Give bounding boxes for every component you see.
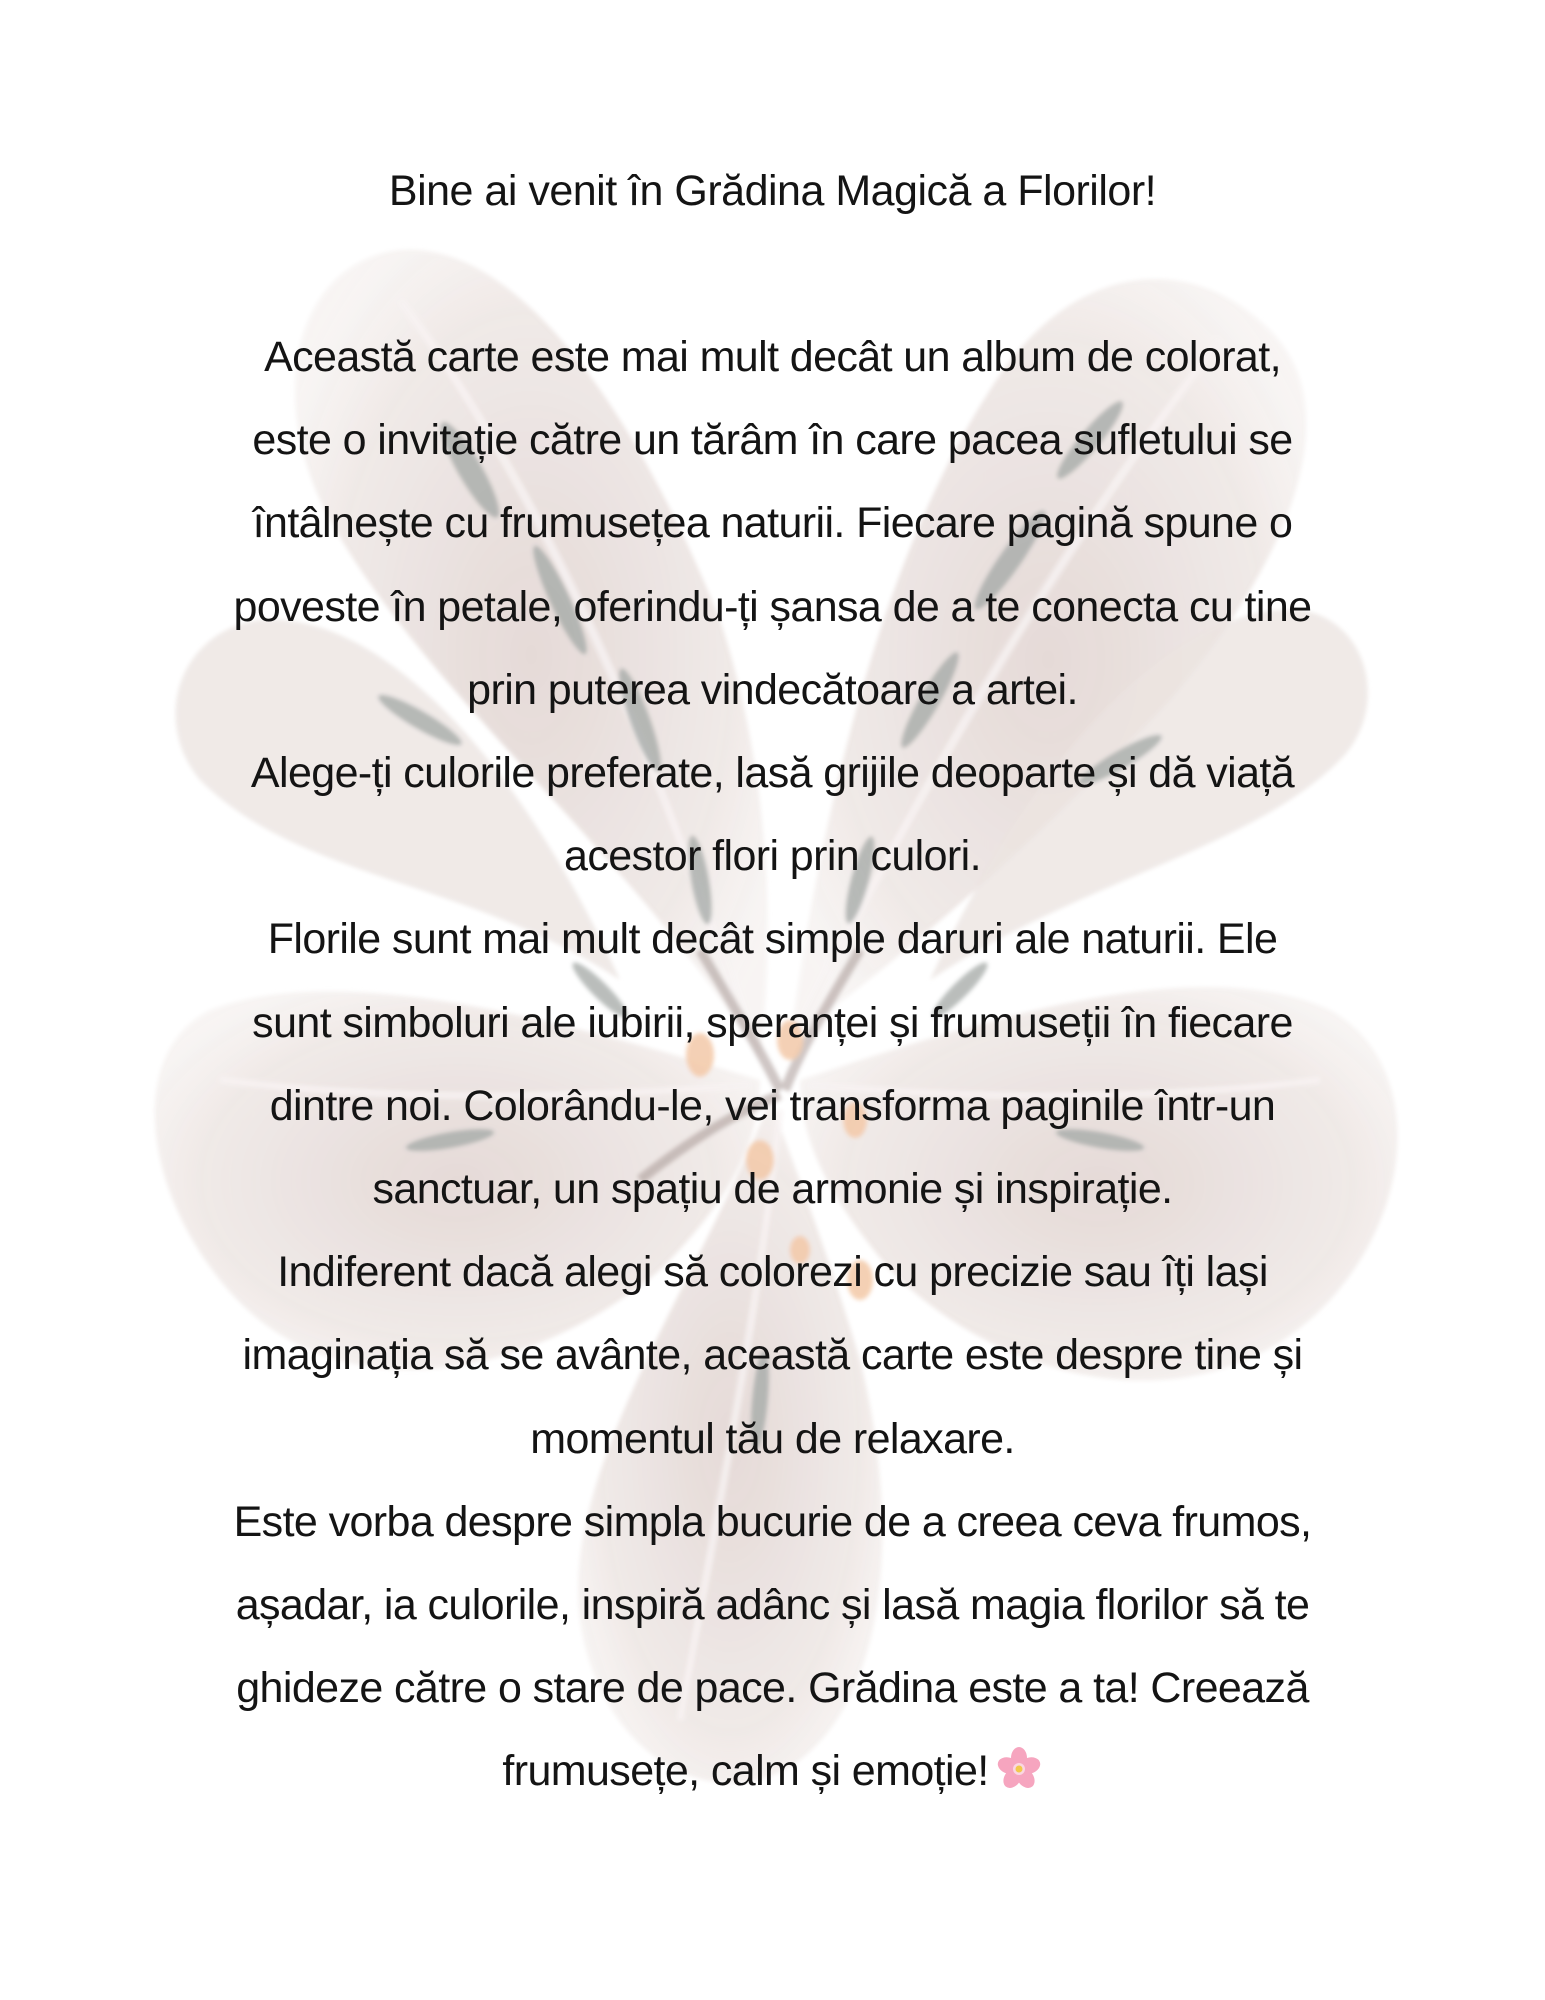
text-line: dintre noi. Colorându-le, vei transforma paginile într-un [269, 1081, 1276, 1130]
text-line: poveste în petale, oferindu-ți șansa de a te conecta cu tine [233, 582, 1312, 631]
paragraph-3 [160, 898, 1385, 1231]
intro-text-block [160, 150, 1385, 1814]
text-line: Florile sunt mai mult decât simple daruri ale naturii. Ele [267, 915, 1278, 964]
paragraph-2 [160, 732, 1385, 898]
text-line: Alege-ți culorile preferate, lasă grijile deoparte și dă viață [250, 749, 1295, 798]
page-title: Bine ai venit în Grădina Magică a Florilor! [388, 167, 1157, 215]
text-line: sunt simboluri ale iubirii, speranței și frumuseții în fiecare [252, 998, 1293, 1047]
text-line: sanctuar, un spațiu de armonie și inspirație. [372, 1165, 1173, 1214]
cherry-blossom-icon [995, 1745, 1043, 1793]
text-line: întâlnește cu frumusețea naturii. Fiecare pagină spune o [252, 499, 1293, 548]
text-line: este o invitație către un tărâm în care pacea sufletului se [252, 416, 1293, 465]
text-line: acestor flori prin culori. [564, 832, 981, 881]
paragraph-5 [160, 1481, 1385, 1814]
text-line: imaginația să se avânte, această carte este despre tine și [242, 1331, 1303, 1380]
text-line: Această carte este mai mult decât un album de colorat, [264, 333, 1281, 381]
text-line: momentul tău de relaxare. [530, 1414, 1015, 1463]
paragraph-1 [160, 316, 1385, 732]
last-text-line [160, 1730, 1385, 1813]
text-line: ghideze către o stare de pace. Grădina este a ta! Creează [236, 1664, 1309, 1713]
text-line: Indiferent dacă alegi să colorezi cu precizie sau îți lași [277, 1248, 1268, 1297]
paragraph-4 [160, 1231, 1385, 1481]
text-line: Este vorba despre simpla bucurie de a creea ceva frumos, [233, 1497, 1312, 1546]
text-line: așadar, ia culorile, inspiră adânc și lasă magia florilor să te [235, 1581, 1310, 1630]
text-line-end: frumusețe, calm și emoție! [502, 1747, 989, 1796]
text-line: prin puterea vindecătoare a artei. [467, 665, 1078, 714]
